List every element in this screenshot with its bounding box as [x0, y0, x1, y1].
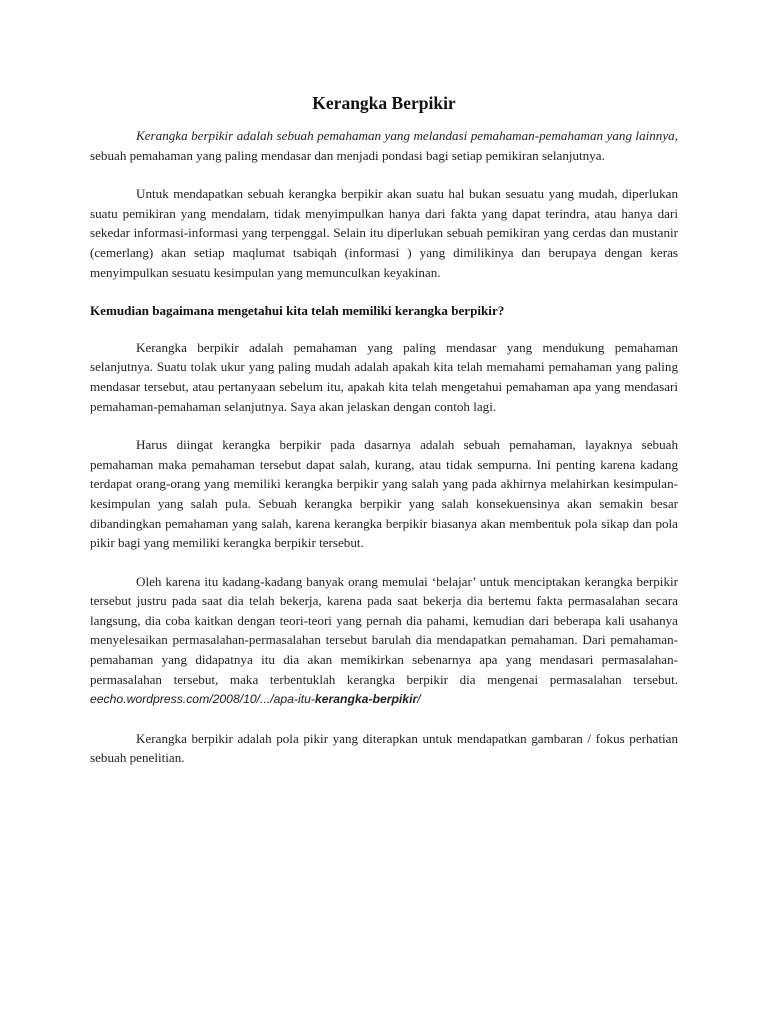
paragraph-definition — [90, 126, 678, 165]
paragraph-how-to-get: Untuk mendapatkan sebuah kerangka berpikir akan suatu hal bukan sesuatu yang mudah, diperlukan suatu pemikiran yang mendalam, tidak menyimpulkan hanya dari fakta yang dapat terindra, atau hanya dari sekedar informasi-informasi yang terpenggal. Selain itu diperlukan sebuah pemikiran yang cerdas dan mustanir (cemerlang) akan setiap maqlumat tsabiqah (informasi ) yang dimilikinya dan berupaya dengan keras menyimpulkan sesuatu kesimpulan yang memunculkan keyakinan. — [90, 186, 678, 280]
paragraph-measure: Kerangka berpikir adalah pemahaman yang paling mendasar yang mendukung pemahaman selanjutnya. Suatu tolak ukur yang paling mudah adalah apakah kita telah memahami pemahaman yang paling mendasar tersebut, atau pertanyaan sebelum itu, apakah kita telah mengetahui pemahaman apa yang mendasari pemahaman-pemahaman selanjutnya. Saya akan jelaskan dengan contoh lagi. — [90, 339, 678, 414]
source-prefix: eecho.wordpress.com/2008/10/.../apa-itu- — [90, 692, 315, 707]
source-bold: kerangka-berpikir — [314, 692, 418, 707]
paragraph-therefore — [90, 572, 678, 710]
source-suffix: / — [417, 692, 421, 707]
document-page — [90, 92, 678, 787]
document-title: Kerangka Berpikir — [312, 93, 456, 113]
source-citation — [90, 692, 421, 706]
definition-rest: , sebuah pemahaman yang paling mendasar dan menjadi pondasi bagi setiap pemikiran selanjutnya. — [90, 128, 678, 163]
definition-italic-lead: Kerangka berpikir adalah sebuah pemahaman yang melandasi pemahaman-pemahaman yang lainnya — [136, 128, 675, 143]
paragraph-conclusion: Kerangka berpikir adalah pola pikir yang diterapkan untuk mendapatkan gambaran / fokus perhatian sebuah penelitian. — [90, 730, 678, 766]
therefore-text: Oleh karena itu kadang-kadang banyak orang memulai ‘belajar’ untuk menciptakan kerangka berpikir tersebut justru pada saat dia telah bekerja, karena pada saat bekerja dia bertemu fakta permasalahan secara langsung, dia coba kaitkan dengan teori-teori yang pernah dia pahami, kemudian dari beberapa kali usahanya menyelesaikan permasalahan-permasalahan tersebut barulah dia mendapatkan pemahaman. Dari pemahaman-pemahaman yang didapatnya itu dia akan memikirkan sebenarnya apa yang mendasari permasalahan-permasalahan tersebut, maka terbentuklah kerangka berpikir dia mengenai permasalahan tersebut. — [90, 573, 678, 687]
section-question: Kemudian bagaimana mengetahui kita telah memiliki kerangka berpikir? — [90, 303, 505, 319]
paragraph-remember: Harus diingat kerangka berpikir pada dasarnya adalah sebuah pemahaman, layaknya sebuah pemahaman maka pemahaman tersebut dapat salah, kurang, atau tidak sempurna. Ini penting karena kadang terdapat orang-orang yang memiliki kerangka berpikir yang salah yang pada akhirnya melahirkan kesimpulan-kesimpulan yang salah pula. Sebuah kerangka berpikir yang salah konsekuensinya akan semakin besar dibandingkan pemahaman yang salah, karena kerangka berpikir biasanya akan membentuk pola sikap dan pola pikir bagi yang memiliki kerangka berpikir tersebut. — [90, 437, 678, 551]
